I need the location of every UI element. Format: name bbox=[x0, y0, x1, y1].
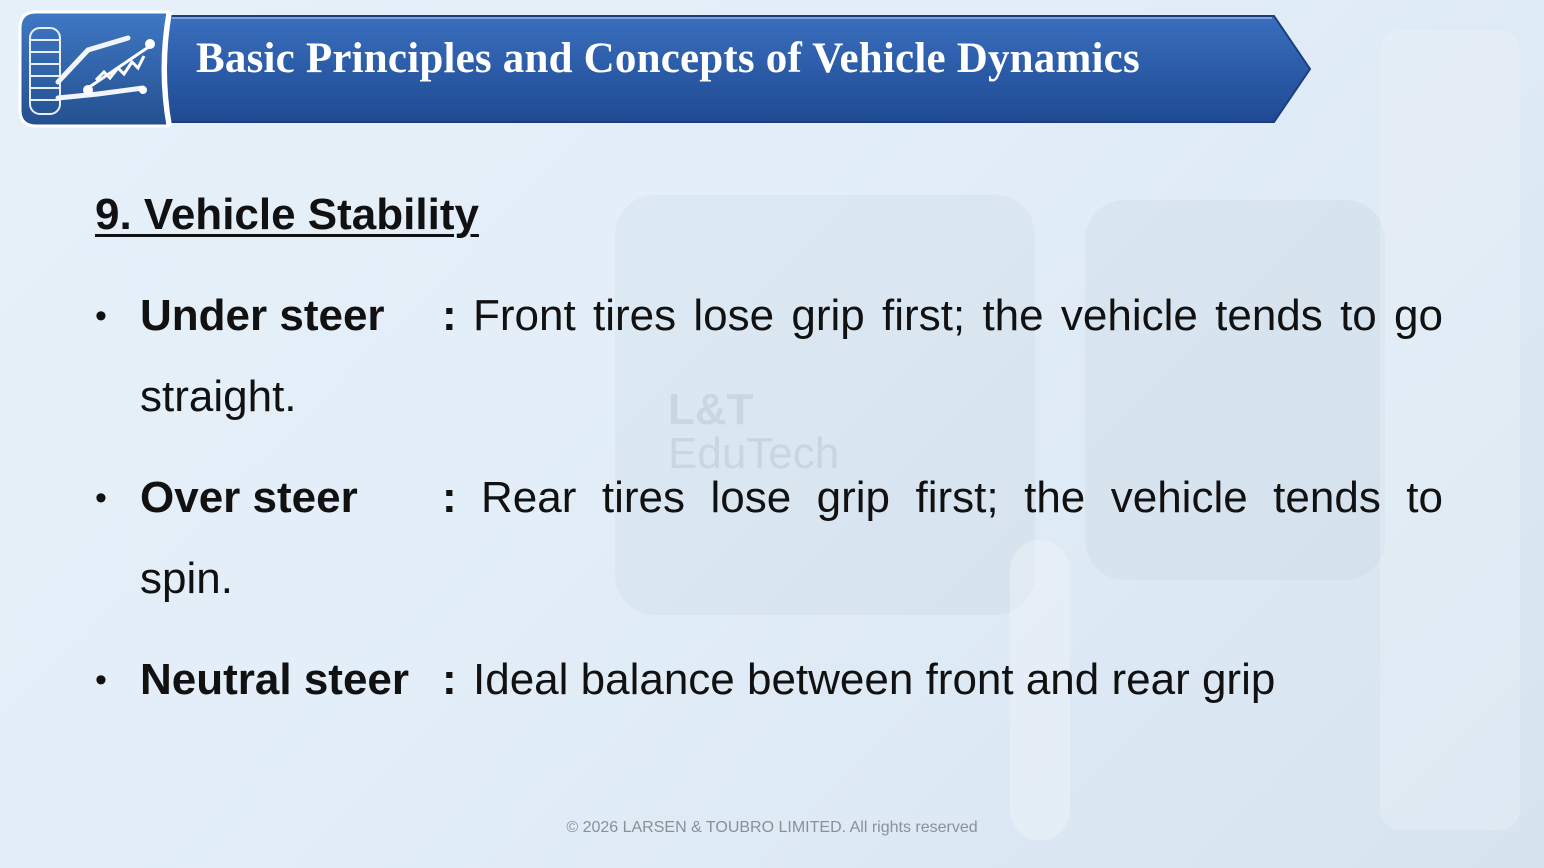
bullet: • bbox=[95, 479, 107, 517]
section-title: 9. Vehicle Stability bbox=[95, 190, 479, 239]
term-under-steer: Under steer bbox=[140, 291, 385, 340]
description-over-steer: Rear tires lose grip first; the vehicle tends to bbox=[481, 473, 1443, 522]
footer bbox=[0, 819, 1544, 837]
page-title: Basic Principles and Concepts of Vehicle Dynamics bbox=[196, 35, 1140, 82]
watermark-line2: EduTech bbox=[668, 429, 840, 478]
colon: : bbox=[442, 655, 457, 704]
suspension-icon bbox=[18, 10, 178, 128]
term-neutral-steer: Neutral steer bbox=[140, 655, 410, 704]
bullet: • bbox=[95, 661, 107, 699]
description-continuation: straight. bbox=[140, 372, 297, 421]
bullet: • bbox=[95, 297, 107, 335]
copyright-text: © 2026 LARSEN & TOUBRO LIMITED. All rights reserved bbox=[566, 819, 978, 836]
background-shape bbox=[1380, 30, 1520, 830]
watermark bbox=[668, 385, 840, 478]
watermark-line1: L&T bbox=[668, 385, 754, 434]
logo bbox=[18, 10, 178, 128]
term-over-steer: Over steer bbox=[140, 473, 358, 522]
description-continuation: spin. bbox=[140, 554, 233, 603]
header-banner bbox=[152, 14, 1312, 124]
colon: : bbox=[442, 473, 457, 522]
colon: : bbox=[442, 291, 457, 340]
description-under-steer: Front tires lose grip first; the vehicle tends to go bbox=[473, 291, 1443, 340]
description-neutral-steer: Ideal balance between front and rear grip bbox=[473, 655, 1276, 704]
